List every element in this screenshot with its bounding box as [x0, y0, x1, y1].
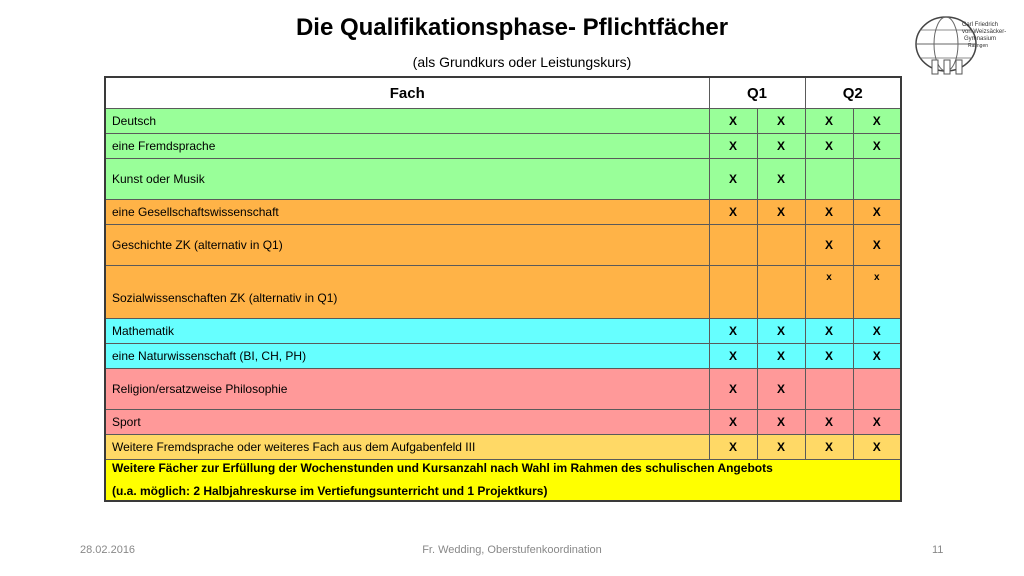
mark-cell: X: [757, 159, 805, 200]
mark-cell: X: [805, 134, 853, 159]
mark-cell: [805, 159, 853, 200]
mark-cell: [805, 369, 853, 410]
page-number: 11: [932, 544, 944, 556]
mark-cell: X: [709, 344, 757, 369]
school-logo-icon: [910, 14, 1010, 76]
header-q2: Q2: [805, 77, 901, 109]
subject-cell: Religion/ersatzweise Philosophie: [105, 369, 709, 410]
mark-cell: X: [853, 344, 901, 369]
mark-cell: X: [757, 319, 805, 344]
page-title: Die Qualifikationsphase- Pflichtfächer: [295, 14, 729, 41]
mark-cell: X: [709, 134, 757, 159]
footer-note-line1: Weitere Fächer zur Erfüllung der Wochenstunden und Kursanzahl nach Wahl im Rahmen des schulischen Angebots: [112, 461, 773, 475]
mark-cell: X: [709, 435, 757, 460]
mark-cell: X: [805, 109, 853, 134]
mark-cell: X: [805, 319, 853, 344]
mark-cell: X: [709, 109, 757, 134]
subject-cell: eine Naturwissenschaft (BI, CH, PH): [105, 344, 709, 369]
mark-cell: x: [853, 266, 901, 319]
mark-cell: X: [709, 159, 757, 200]
mark-cell: X: [805, 225, 853, 266]
mark-cell: [853, 369, 901, 410]
mark-cell: X: [757, 369, 805, 410]
mark-cell: X: [853, 109, 901, 134]
subject-cell: Deutsch: [105, 109, 709, 134]
table-row: [105, 225, 901, 266]
logo-text-1: Carl Friedrich: [962, 22, 999, 28]
mark-cell: X: [805, 435, 853, 460]
mark-cell: X: [757, 410, 805, 435]
table-row: [105, 344, 901, 369]
subjects-table: [104, 76, 902, 502]
subject-cell: Sozialwissenschaften ZK (alternativ in Q1): [105, 266, 709, 319]
logo-text-3: Gymnasium: [964, 36, 997, 42]
subject-cell: Geschichte ZK (alternativ in Q1): [105, 225, 709, 266]
mark-cell: X: [805, 200, 853, 225]
table-row: [105, 200, 901, 225]
subject-cell: Weitere Fremdsprache oder weiteres Fach aus dem Aufgabenfeld III: [105, 435, 709, 460]
table-row: [105, 159, 901, 200]
mark-cell: X: [757, 344, 805, 369]
table-row: [105, 435, 901, 460]
mark-cell: X: [853, 225, 901, 266]
mark-cell: X: [757, 109, 805, 134]
header-q1: Q1: [709, 77, 805, 109]
table-row: [105, 410, 901, 435]
mark-cell: x: [805, 266, 853, 319]
mark-cell: X: [709, 369, 757, 410]
table-row: [105, 134, 901, 159]
mark-cell: [709, 225, 757, 266]
mark-cell: [709, 266, 757, 319]
footer-date: 28.02.2016: [80, 544, 136, 556]
table-header-row: [105, 77, 901, 109]
mark-cell: [757, 225, 805, 266]
mark-cell: [853, 159, 901, 200]
mark-cell: X: [757, 435, 805, 460]
mark-cell: X: [805, 344, 853, 369]
mark-cell: X: [853, 200, 901, 225]
subject-cell: Kunst oder Musik: [105, 159, 709, 200]
table-row: [105, 109, 901, 134]
mark-cell: X: [709, 200, 757, 225]
mark-cell: X: [757, 200, 805, 225]
logo-text-4: Ratingen: [968, 43, 989, 49]
subject-cell: Mathematik: [105, 319, 709, 344]
table-row: [105, 266, 901, 319]
footer-note-row: [105, 460, 901, 502]
mark-cell: X: [853, 134, 901, 159]
page-subtitle: (als Grundkurs oder Leistungskurs): [412, 54, 632, 70]
mark-cell: X: [805, 410, 853, 435]
mark-cell: X: [709, 410, 757, 435]
subject-cell: eine Fremdsprache: [105, 134, 709, 159]
subject-cell: Sport: [105, 410, 709, 435]
footer-note-line2: (u.a. möglich: 2 Halbjahreskurse im Vertiefungsunterricht und 1 Projektkurs): [112, 484, 548, 498]
table-row: [105, 369, 901, 410]
mark-cell: X: [853, 410, 901, 435]
mark-cell: X: [853, 435, 901, 460]
footer-author: Fr. Wedding, Oberstufenkoordination: [422, 544, 602, 556]
mark-cell: X: [853, 319, 901, 344]
mark-cell: X: [757, 134, 805, 159]
mark-cell: [757, 266, 805, 319]
footer-note-cell: [105, 460, 901, 502]
logo-text-2: von Weizsäcker-: [962, 29, 1007, 35]
table-row: [105, 319, 901, 344]
mark-cell: X: [709, 319, 757, 344]
header-fach: Fach: [105, 77, 709, 109]
subject-cell: eine Gesellschaftswissenschaft: [105, 200, 709, 225]
